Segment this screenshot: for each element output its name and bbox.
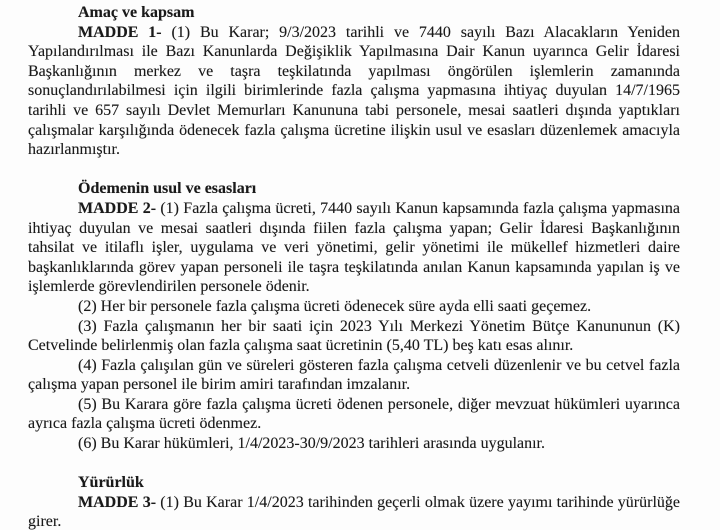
section-amac-ve-kapsam — [28, 3, 680, 160]
section-odemenin-usul-ve-esaslari — [28, 179, 680, 453]
madde-2-clause-3-text: (3) Fazla çalışmanın her bir saati için 2023 Yılı Merkezi Yönetim Bütçe Kanununun (K) Cetvelinde belirlenmiş olan fazla çalışma saat ücretinin (5,40 TL) beş katı esas alınır. — [28, 317, 680, 355]
madde-2-paragraph — [28, 199, 680, 297]
madde-2-clause-5 — [28, 395, 680, 434]
madde-3-text: (1) Bu Karar 1/4/2023 tarihinden geçerli olmak üzere yayımı tarihinde yürürlüğe girer. — [28, 493, 681, 530]
madde-2-clause-4 — [28, 356, 680, 395]
madde-2-clause-6-text: (6) Bu Karar hükümleri, 1/4/2023-30/9/2023 tarihleri arasında uygulanır. — [78, 435, 545, 453]
madde-2-clause-4-text: (4) Fazla çalışılan gün ve süreleri gösteren fazla çalışma cetveli düzenlenir ve bu cetvel fazla çalışma yapan personel ile birim amiri tarafından imzalanır. — [28, 356, 680, 394]
madde-1-paragraph — [28, 23, 680, 160]
madde-2-clause-3 — [28, 317, 680, 356]
madde-2-clause-2 — [28, 297, 680, 317]
madde-2-clause-1-text: (1) Fazla çalışma ücreti, 7440 sayılı Kanun kapsamında fazla çalışma yapmasına ihtiyaç duyulan ve mesai saatleri dışında fiilen fazla çalışma yapan; Gelir İdaresi Başkanlığının tahsilat ve itilaflı işler, uygulama ve veri yönetimi, gelir yönetimi ile mükellef hizmetleri daire başkanlıklarında görev yapan personeli ile taşra teşkilatında anılan Kanun kapsamında yapılan iş ve işlemlerde görevlendirilen personele ödenir. — [28, 199, 681, 296]
madde-1-label: MADDE 1- — [78, 23, 162, 41]
section-heading: Yürürlük — [78, 474, 144, 492]
madde-2-label: MADDE 2- — [78, 199, 157, 217]
madde-3-paragraph — [28, 493, 680, 530]
madde-2-clause-2-text: (2) Her bir personele fazla çalışma ücreti ödenecek süre ayda elli saati geçemez. — [78, 297, 592, 315]
madde-2-clause-6 — [28, 434, 680, 454]
section-heading: Ödemenin usul ve esasları — [78, 180, 257, 198]
madde-1-text: (1) Bu Karar; 9/3/2023 tarihli ve 7440 sayılı Bazı Alacakların Yeniden Yapılandırılması ile Bazı Kanunlarda Değişiklik Yapılmasına Dair Kanun uyarınca Gelir İdaresi Başkanlığının merkez ve taşra teşkilatında yapılması öngörülen işlemlerin zamanında sonuçlandırılabilmesi için ilgili birimlerinde fazla çalışma yapmasına ihtiyaç duyulan 14/7/1965 tarihli ve 657 sayılı Devlet Memurları Kanununa tabi personele, mesai saatleri dışında yaptıkları çalışmalar karşılığında ödenecek fazla çalışma ücretine ilişkin usul ve esasları düzenlemek amacıyla hazırlanmıştır. — [28, 23, 681, 159]
madde-2-clause-5-text: (5) Bu Karara göre fazla çalışma ücreti ödenen personele, diğer mevzuat hükümleri uyarınca ayrıca fazla çalışma ücreti ödenmez. — [28, 395, 680, 433]
section-heading: Amaç ve kapsam — [78, 4, 195, 21]
section-yururluk — [28, 473, 680, 530]
madde-3-label: MADDE 3- — [78, 493, 157, 511]
